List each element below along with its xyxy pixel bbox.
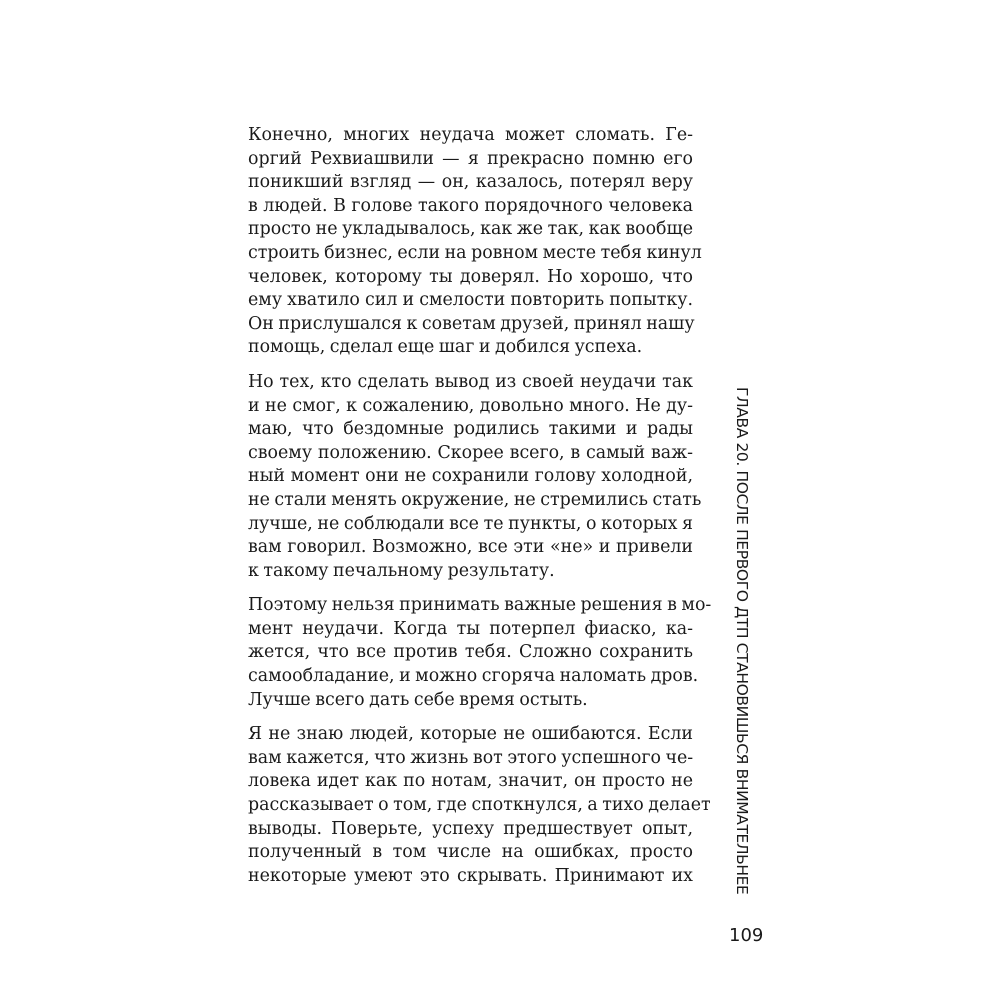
text-line: ловека идет как по нотам, значит, он просто не xyxy=(248,771,693,792)
text-line: человек, которому ты доверял. Но хорошо, что xyxy=(248,266,693,287)
text-line: Он прислушался к советам друзей, принял нашу xyxy=(248,313,695,334)
paragraph-2 xyxy=(248,371,702,583)
text-line: некоторые умеют это скрывать. Принимают их xyxy=(248,865,693,886)
text-line: своему положению. Скорее всего, в самый важ- xyxy=(248,442,693,463)
text-line: выводы. Поверьте, успеху предшествует опыт, xyxy=(248,818,693,839)
text-line: Лучше всего дать себе время остыть. xyxy=(248,689,588,710)
text-line: самообладание, и можно сгоряча наломать дров. xyxy=(248,666,699,687)
text-line: вам говорил. Возможно, все эти «не» и привели xyxy=(248,537,693,558)
paragraph-4 xyxy=(248,723,711,888)
text-line: вам кажется, что жизнь вот этого успешного че- xyxy=(248,747,694,768)
text-line: полученный в том числе на ошибках, просто xyxy=(248,842,693,863)
text-line: поникший взгляд — он, казалось, потерял веру xyxy=(248,172,693,193)
text-line: ный момент они не сохранили голову холодной, xyxy=(248,466,693,487)
running-head: ГЛАВА 20. ПОСЛЕ ПЕРВОГО ДТП СТАНОВИШЬСЯ ВНИМАТЕЛЬНЕЕ xyxy=(733,387,751,895)
text-line: Но тех, кто сделать вывод из своей неудачи так xyxy=(248,371,693,392)
text-line: рассказывает о том, где споткнулся, а тихо делает xyxy=(248,795,711,816)
paragraph-3 xyxy=(248,594,712,712)
page-number: 109 xyxy=(729,925,764,946)
text-line: жется, что все против тебя. Сложно сохранить xyxy=(248,642,693,663)
text-line: к такому печальному результату. xyxy=(248,560,555,581)
text-line: помощь, сделал еще шаг и добился успеха. xyxy=(248,337,643,358)
text-line: в людей. В голове такого порядочного человека xyxy=(248,195,693,216)
text-line: и не смог, к сожалению, довольно много. Не ду- xyxy=(248,395,693,416)
paragraph-1 xyxy=(248,124,702,360)
text-line: не стали менять окружение, не стремились стать xyxy=(248,489,702,510)
text-line: мент неудачи. Когда ты потерпел фиаско, ка- xyxy=(248,618,693,639)
text-line: лучше, не соблюдали все те пункты, о которых я xyxy=(248,513,693,534)
text-line: оргий Рехвиашвили — я прекрасно помню его xyxy=(248,148,693,169)
text-line: ему хватило сил и смелости повторить попытку. xyxy=(248,290,693,311)
text-line: Поэтому нельзя принимать важные решения в мо- xyxy=(248,595,712,616)
text-line: Конечно, многих неудача может сломать. Ге- xyxy=(248,125,693,145)
text-line: строить бизнес, если на ровном месте тебя кинул xyxy=(248,242,702,263)
body-text xyxy=(248,124,712,899)
text-line: просто не укладывалось, как же так, как вообще xyxy=(248,219,693,240)
text-line: маю, что бездомные родились такими и рады xyxy=(248,419,693,440)
text-line: Я не знаю людей, которые не ошибаются. Если xyxy=(248,724,693,745)
